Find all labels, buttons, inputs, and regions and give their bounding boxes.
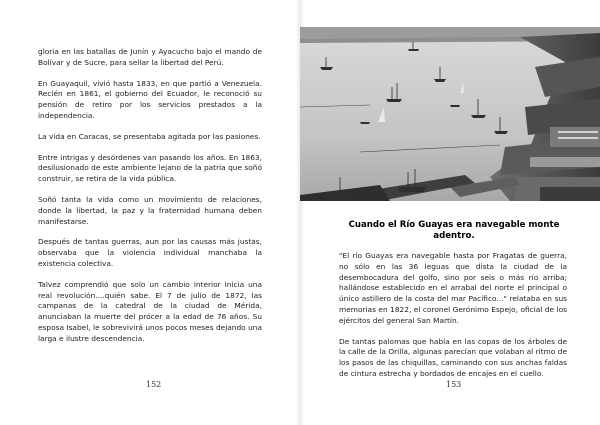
historic-river-photo	[300, 27, 600, 201]
paragraph: La vida en Caracas, se presentaba agitada por las pasiones.	[38, 131, 261, 141]
page-number-left: 152	[146, 380, 162, 389]
right-page	[304, 0, 600, 425]
left-page-text	[38, 47, 262, 355]
section-heading: Cuando el Río Guayas era navegable monte adentro.	[348, 220, 560, 241]
paragraph: gloria en las batallas de Junín y Ayacucho bajo el mando de Bolívar y de Sucre, para sellar la libertad del Perú.	[38, 47, 262, 67]
paragraph: En Guayaquil, vivió hasta 1833, en que partió a Venezuela. Recién en 1861, el gobierno del Ecuador, le reconoció su pensión de retiro por los servicios prestados a la independencia.	[38, 78, 262, 120]
paragraph: Entre intrigas y desórdenes van pasando los años. En 1863, desilusionado de este ambiente lejano de la patria que soñó construir, se retira de la vida pública.	[38, 152, 262, 184]
paragraph: Talvez comprendió que solo un cambio interior inicia una real revolución....quién sabe. El 7 de julio de 1872, las campanas de la catedral de la ciudad de Mérida, anunciaban la muerte del prócer a la edad de 76 años. Su esposa Isabel, le sobrevivirá unos pocos meses dejando una larga e ilustre descendencia.	[38, 279, 262, 343]
paragraph: Después de tantas guerras, aun por las causas más justas, observaba que la violencia individual manchaba la existencia colectiva.	[38, 237, 262, 268]
left-page	[0, 0, 296, 425]
paragraph: De tantas palomas que había en las copas de los árboles de la calle de la Orilla, algunas parecían que volaban al ritmo de los pasos de las chiquillas, caminando con sus anchas faldas de cintura estrecha y bordados de encajes en el cuello.	[339, 336, 567, 378]
river-photo-image	[300, 27, 600, 201]
paragraph: Soñó tanta la vida como un movimiento de relaciones, donde la libertad, la paz y la fraternidad humana deben manifestarse.	[38, 194, 262, 226]
page-number-right: 153	[446, 380, 462, 389]
right-page-text	[339, 251, 567, 390]
paragraph: "El río Guayas era navegable hasta por Fragatas de guerra, no sólo en las 36 leguas que dista la ciudad de la desembocadura del golfo, sino por seis o más río arriba; hallándose establecido en el arrabal del norte el principal o único astillero de la costa del mar Pacífico..." relataba en sus memorias en 1822, el coronel Gerónimo Espejo, oficial de los ejércitos del general San Martín.	[339, 251, 567, 325]
